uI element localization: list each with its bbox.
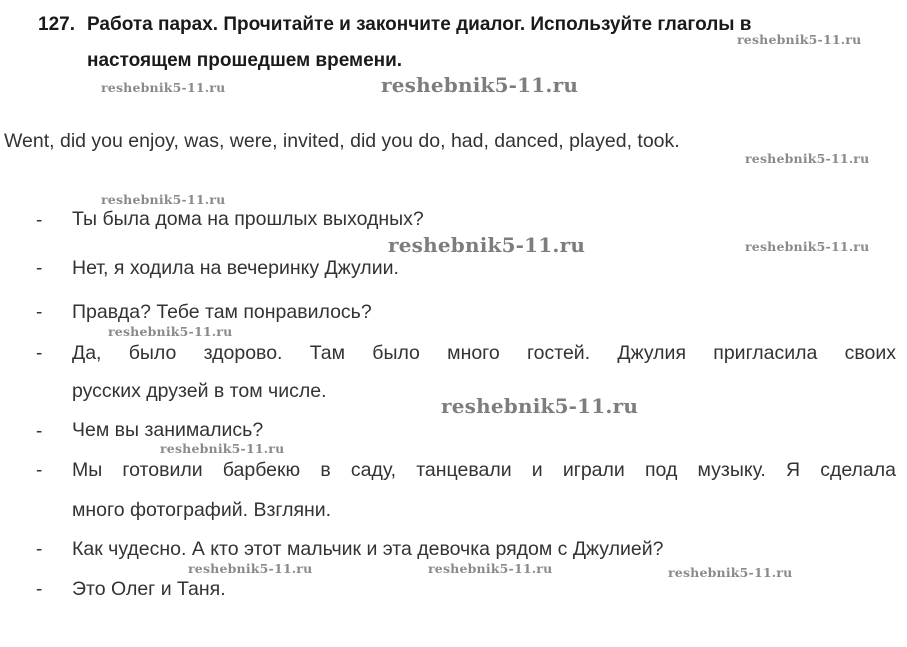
watermark: reshebnik5-11.ru [101, 192, 226, 207]
dialogue-dash: - [36, 579, 43, 600]
watermark: reshebnik5-11.ru [745, 239, 870, 254]
dialogue-line: Да, было здорово. Там было много гостей. Джулия пригласила своих [72, 342, 896, 364]
watermark: reshebnik5-11.ru [101, 80, 226, 95]
watermark: reshebnik5-11.ru [388, 233, 586, 257]
watermark: reshebnik5-11.ru [381, 73, 579, 97]
dialogue-line: Правда? Тебе там понравилось? [72, 301, 372, 323]
watermark: reshebnik5-11.ru [441, 394, 639, 418]
dialogue-line: Это Олег и Таня. [72, 578, 226, 600]
watermark: reshebnik5-11.ru [108, 324, 233, 339]
dialogue-line: русских друзей в том числе. [72, 380, 327, 402]
exercise-number: 127. [38, 14, 75, 35]
dialogue-dash: - [36, 539, 43, 560]
dialogue-line: Как чудесно. А кто этот мальчик и эта девочка рядом с Джулией? [72, 538, 664, 560]
dialogue-dash: - [36, 302, 43, 323]
dialogue-line: Ты была дома на прошлых выходных? [72, 208, 424, 230]
dialogue-dash: - [36, 343, 43, 364]
dialogue-line: Мы готовили барбекю в саду, танцевали и играли под музыку. Я сделала [72, 459, 896, 481]
dialogue-dash: - [36, 460, 43, 481]
dialogue-line: Нет, я ходила на вечеринку Джулии. [72, 257, 399, 279]
watermark: reshebnik5-11.ru [745, 151, 870, 166]
dialogue-line: много фотографий. Взгляни. [72, 499, 332, 521]
dialogue-dash: - [36, 421, 43, 442]
watermark: reshebnik5-11.ru [428, 561, 553, 576]
watermark: reshebnik5-11.ru [668, 565, 793, 580]
dialogue-dash: - [36, 210, 43, 231]
dialogue-line: Чем вы занимались? [72, 419, 264, 441]
exercise-title-line2: настоящем прошедшем времени. [87, 50, 403, 71]
watermark: reshebnik5-11.ru [188, 561, 313, 576]
watermark: reshebnik5-11.ru [737, 32, 862, 47]
watermark: reshebnik5-11.ru [160, 441, 285, 456]
dialogue-dash: - [36, 258, 43, 279]
exercise-title-line1: Работа парах. Прочитайте и закончите диалог. Используйте глаголы в [87, 14, 752, 35]
word-bank: Went, did you enjoy, was, were, invited, did you do, had, danced, played, took. [4, 130, 680, 152]
